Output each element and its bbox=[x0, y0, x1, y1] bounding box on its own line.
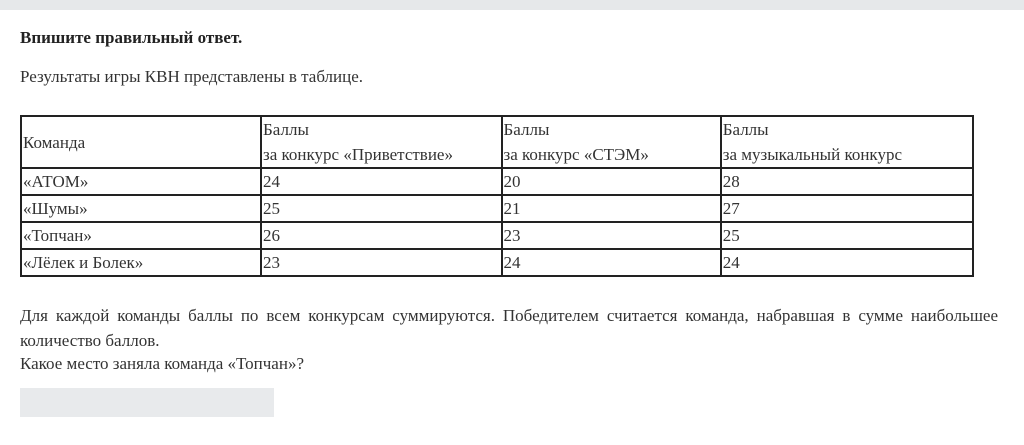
cell-greeting: 25 bbox=[261, 195, 502, 222]
cell-music: 27 bbox=[721, 195, 973, 222]
header-stem-line1: Баллы bbox=[503, 120, 550, 139]
header-music bbox=[721, 116, 973, 168]
cell-team: «Лёлек и Болек» bbox=[21, 249, 261, 276]
header-greeting-line2: за конкурс «Приветствие» bbox=[263, 145, 453, 164]
cell-music: 25 bbox=[721, 222, 973, 249]
task-intro: Результаты игры КВН представлены в таблице. bbox=[20, 67, 364, 86]
cell-stem: 24 bbox=[502, 249, 721, 276]
cell-greeting: 23 bbox=[261, 249, 502, 276]
cell-stem: 20 bbox=[502, 168, 721, 195]
table-header-row bbox=[21, 116, 973, 168]
header-greeting bbox=[261, 116, 502, 168]
header-team bbox=[21, 116, 261, 168]
header-greeting-line1: Баллы bbox=[263, 120, 309, 139]
cell-music: 28 bbox=[721, 168, 973, 195]
header-stem bbox=[502, 116, 721, 168]
cell-greeting: 26 bbox=[261, 222, 502, 249]
table-row bbox=[21, 249, 973, 276]
cell-team: «Топчан» bbox=[21, 222, 261, 249]
cell-stem: 21 bbox=[502, 195, 721, 222]
table-row bbox=[21, 195, 973, 222]
cell-team: «Шумы» bbox=[21, 195, 261, 222]
header-music-line2: за музыкальный конкурс bbox=[722, 145, 902, 164]
header-music-line1: Баллы bbox=[722, 120, 769, 139]
header-team-label: Команда bbox=[23, 132, 86, 152]
cell-music: 24 bbox=[721, 249, 973, 276]
results-table bbox=[20, 115, 974, 277]
task-instruction: Впишите правильный ответ. bbox=[20, 28, 243, 47]
top-bar bbox=[0, 0, 1024, 10]
cell-stem: 23 bbox=[502, 222, 721, 249]
answer-input[interactable] bbox=[20, 388, 274, 417]
task-question: Какое место заняла команда «Топчан»? bbox=[20, 354, 304, 373]
task-paragraph: Для каждой команды баллы по всем конкурсам суммируются. Победителем считается команда, набравшая в сумме наибольшее количество баллов. bbox=[20, 306, 998, 350]
table-row bbox=[21, 168, 973, 195]
cell-team: «АТОМ» bbox=[21, 168, 261, 195]
header-stem-line2: за конкурс «СТЭМ» bbox=[503, 145, 649, 164]
table-row bbox=[21, 222, 973, 249]
cell-greeting: 24 bbox=[261, 168, 502, 195]
